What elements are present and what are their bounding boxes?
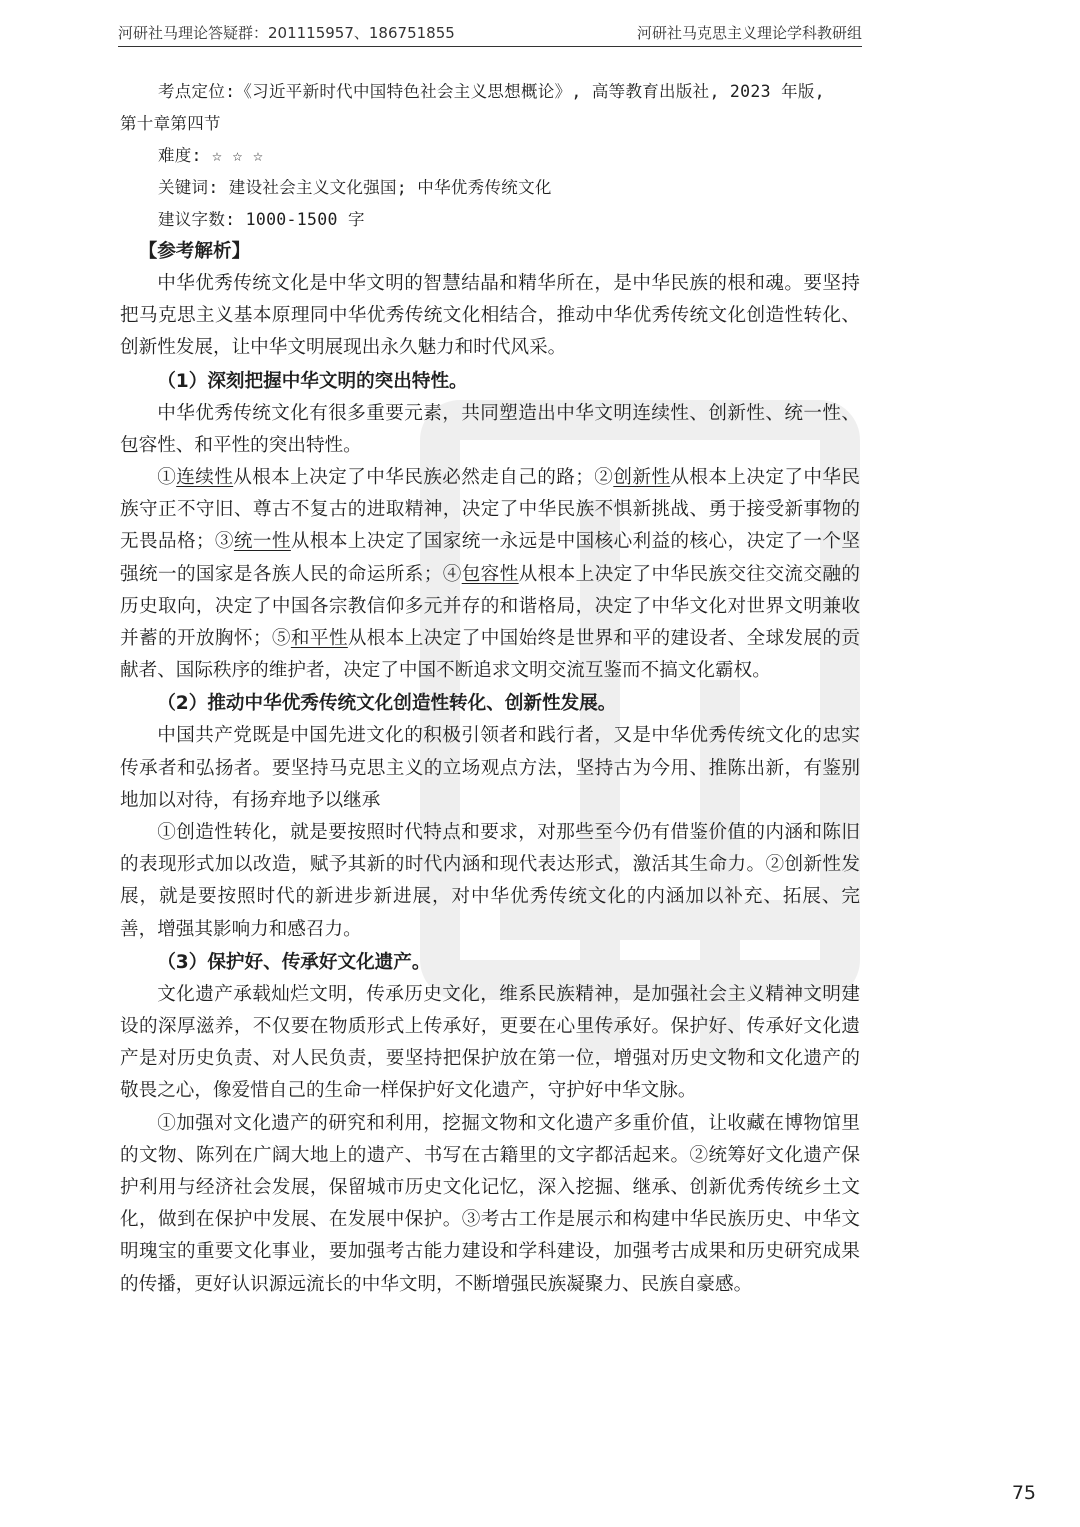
page-number: 75 (1011, 1482, 1036, 1504)
exam-position (120, 76, 860, 108)
keyword-continuity: 连续性 (176, 467, 234, 489)
header-right-text: 河研社马克思主义理论学科教研组 (636, 24, 862, 42)
page-header (118, 20, 862, 47)
text-2: 从根本上决定了中华民族守正不守旧、尊古不复古的进取精神，决定了中华民族不惧新挑战、勇于接受新事物的无畏品格；③ (120, 467, 860, 553)
keyword-innovation: 创新性 (613, 467, 671, 489)
text-1: 从根本上决定了中华民族必然走自己的路；② (233, 467, 614, 489)
section-1-title: （1）深刻把握中华文明的突出特性。 (157, 370, 468, 392)
exam-position-line2: 第十章第四节 (120, 114, 221, 133)
intro-paragraph: 中华优秀传统文化是中华文明的智慧结晶和精华所在，是中华民族的根和魂。要坚持把马克思主义基本原理同中华优秀传统文化相结合，推动中华优秀传统文化创造性转化、创新性发展，让中华文明展现出永久魅力和时代风采。 (120, 273, 860, 359)
difficulty: 难度: ☆ ☆ ☆ (157, 146, 264, 165)
exam-position-line1: 考点定位:《习近平新时代中国特色社会主义思想概论》, 高等教育出版社, 2023 年版, (157, 82, 825, 101)
keywords: 关键词: 建设社会主义文化强国; 中华优秀传统文化 (157, 178, 552, 197)
num-1: ① (157, 467, 177, 489)
text-3: 从根本上决定了国家统一永远是中国核心利益的核心，决定了一个坚强统一的国家是各族人民的命运所系；④ (120, 531, 860, 585)
page-content (120, 76, 860, 1301)
section-1-paragraph-2 (120, 462, 860, 687)
section-2-paragraph-2: ①创造性转化，就是要按照时代特点和要求，对那些至今仍有借鉴价值的内涵和陈旧的表现形式加以改造，赋予其新的时代内涵和现代表达形式，激活其生命力。②创新性发展，就是要按照时代的新进步新进展，对中华优秀传统文化的内涵加以补充、拓展、完善，增强其影响力和感召力。 (120, 822, 860, 940)
text-4: 从根本上决定了中华民族交往交流交融的历史取向，决定了中国各宗教信仰多元并存的和谐格局，决定了中华文化对世界文明兼收并蓄的开放胸怀；⑤ (120, 563, 860, 650)
section-3-paragraph-1: 文化遗产承载灿烂文明，传承历史文化，维系民族精神，是加强社会主义精神文明建设的深厚滋养，不仅要在物质形式上传承好，更要在心里传承好。保护好、传承好文化遗产是对历史负责、对人民负责，要坚持把保护放在第一位，增强对历史文物和文化遗产的敬畏之心，像爱惜自己的生命一样保护好文化遗产，守护好中华文脉。 (120, 983, 860, 1102)
keyword-inclusiveness: 包容性 (461, 563, 519, 585)
section-1-paragraph-1: 中华优秀传统文化有很多重要元素，共同塑造出中华文明连续性、创新性、统一性、包容性、和平性的突出特性。 (120, 402, 860, 456)
section-2-paragraph-1: 中国共产党既是中国先进文化的积极引领者和践行者，又是中华优秀传统文化的忠实传承者和弘扬者。要坚持马克思主义的立场观点方法，坚持古为今用、推陈出新，有鉴别地加以对待，有扬弃地予以继承 (120, 725, 860, 811)
text-5: 从根本上决定了中国始终是世界和平的建设者、全球发展的贡献者、国际秩序的维护者，决定了中国不断追求文明交流互鉴而不搞文化霸权。 (120, 628, 860, 682)
keyword-unity: 统一性 (233, 531, 291, 553)
header-left-text: 河研社马理论答疑群：201115957、186751855 (118, 24, 455, 42)
reference-analysis-title: 【参考解析】 (138, 241, 251, 262)
section-2-title: （2）推动中华优秀传统文化创造性转化、创新性发展。 (157, 693, 617, 715)
word-count: 建议字数: 1000-1500 字 (157, 210, 365, 229)
section-3-paragraph-2: ①加强对文化遗产的研究和利用，挖掘文物和文化遗产多重价值，让收藏在博物馆里的文物、陈列在广阔大地上的遗产、书写在古籍里的文字都活起来。②统筹好文化遗产保护利用与经济社会发展，保留城市历史文化记忆，深入挖掘、继承、创新优秀传统乡土文化，做到在保护中发展、在发展中保护。③考古工作是展示和构建中华民族历史、中华文明瑰宝的重要文化事业，要加强考古能力建设和学科建设，加强考古成果和历史研究成果的传播，更好认识源远流长的中华文明，不断增强民族凝聚力、民族自豪感。 (120, 1112, 860, 1295)
keyword-peacefulness: 和平性 (290, 628, 348, 650)
section-3-title: （3）保护好、传承好文化遗产。 (157, 951, 431, 973)
